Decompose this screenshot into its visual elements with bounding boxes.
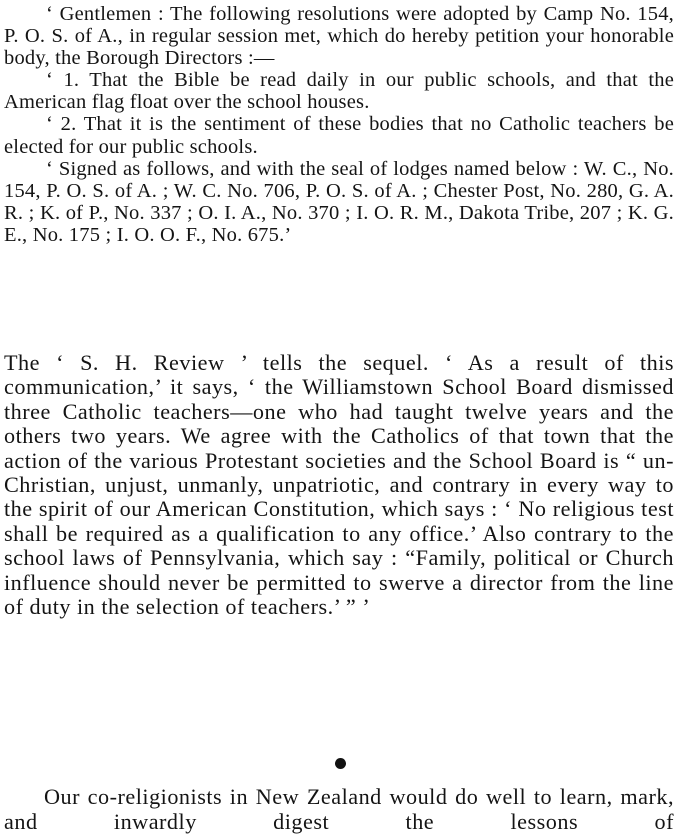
closing-text [4,784,674,834]
closing-paragraph: Our co-religionists in New Zealand would do well to learn, mark, and inwardly digest the lessons of [4,784,674,834]
sequel-paragraph: The ‘ S. H. Review ’ tells the sequel. ‘ As a result of this communication,’ it says, ‘ the Williamstown School Board dismissed three Catholic teachers—one who had taught twelve years and the others two years. We agree with the Catholics of that town that the action of the various Protestant societies and the School Board is “ un-Christian, unjust, unmanly, unpatriotic, and contrary in every way to the spirit of our American Constitution, which says : ‘ No religious test shall be required as a qualification to any office.’ Also contrary to the school laws of Pennsylvania, which say : “Family, political or Church influence should never be permitted to swerve a director from the line of duty in the selection of teachers.’ ” ’ [4,350,674,620]
main-article-text [4,351,674,619]
quoted-resolution [4,3,674,246]
resolution-preamble: ‘ Gentlemen : The following resolutions were adopted by Camp No. 154, P. O. S. of A., in regular session met, which do hereby petition your honorable body, the Borough Directors :— [4,3,674,70]
section-separator-dot [335,758,346,769]
resolution-item-2: ‘ 2. That it is the sentiment of these bodies that no Catholic teachers be elected for our public schools. [4,113,674,158]
resolution-signatories: ‘ Signed as follows, and with the seal of lodges named below : W. C., No. 154, P. O. S. of A. ; W. C. No. 706, P. O. S. of A. ; Chester Post, No. 280, G. A. R. ; K. of P., No. 337 ; O. I. A., No. 370 ; I. O. R. M., Dakota Tribe, 207 ; K. G. E., No. 175 ; I. O. O. F., No. 675.’ [4,157,674,246]
resolution-item-1: ‘ 1. That the Bible be read daily in our public schools, and that the American flag float over the school houses. [4,69,674,114]
